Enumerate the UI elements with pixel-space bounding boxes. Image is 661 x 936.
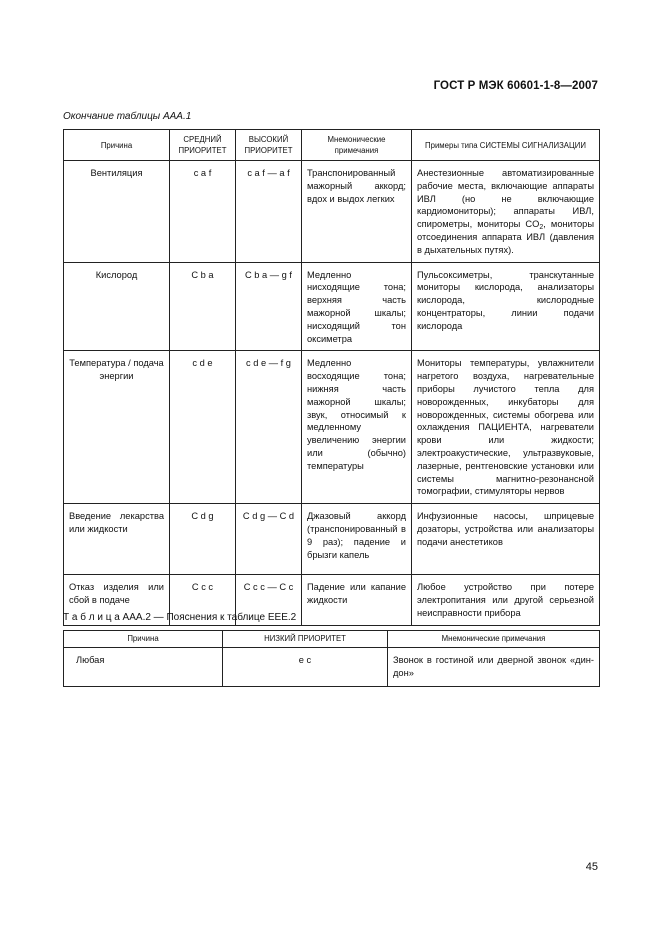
document-header: ГОСТ Р МЭК 60601-1-8—2007	[433, 80, 598, 92]
table1-header-row	[64, 130, 600, 161]
col-header-cause: Причина	[64, 130, 170, 161]
table-row	[64, 648, 600, 687]
cell-examples: Любое устройство при потере электропитания или другой серьезной неисправности прибора	[412, 575, 600, 625]
col-header-medium-priority: СРЕДНИЙ ПРИОРИТЕТ	[170, 130, 236, 161]
table-row	[64, 262, 600, 351]
cell-low-priority: e c	[223, 648, 388, 687]
col-header-mnemonic-notes: Мнемонические примечания	[388, 631, 600, 648]
table-row	[64, 161, 600, 263]
table2-header-row	[64, 631, 600, 648]
cell-medium-priority: C c c	[170, 575, 236, 625]
cell-examples: Инфузионные насосы, шприцевые дозаторы, устройства или анализаторы подачи анестетиков	[412, 504, 600, 575]
table2-caption: Т а б л и ц а ААА.2 — Пояснения к таблице ЕЕЕ.2	[63, 612, 297, 623]
col-header-low-priority: НИЗКИЙ ПРИОРИТЕТ	[223, 631, 388, 648]
col-header-mnemonic-notes: Мнемонические примечания	[302, 130, 412, 161]
cell-cause: Любая	[64, 648, 223, 687]
cell-cause: Вентиляция	[64, 161, 170, 263]
cell-examples: Мониторы температуры, увлажнители нагретого воздуха, нагревательные приборы лучистого тепла для новорожденных, инкубаторы для новорожденных, системы обогрева или охлаждения ПАЦИЕНТА, нагреватели крови или жидкости; электроакустические, ультразвуковые, лазерные, рентгеновские установки или системы магнитно-резонансной томографии, стимуляторы нервов	[412, 351, 600, 504]
cell-high-priority: C d g — C d	[236, 504, 302, 575]
cell-examples	[412, 161, 600, 263]
cell-high-priority: C b a — g f	[236, 262, 302, 351]
table-aaa1	[63, 129, 600, 626]
cell-cause: Кислород	[64, 262, 170, 351]
cell-notes: Транспонированный мажорный аккорд; вдох и выдох легких	[302, 161, 412, 263]
page-number: 45	[585, 861, 598, 873]
col-header-high-priority: ВЫСОКИЙ ПРИОРИТЕТ	[236, 130, 302, 161]
cell-medium-priority: C d g	[170, 504, 236, 575]
table1-caption: Окончание таблицы ААА.1	[63, 111, 192, 122]
cell-cause: Отказ изделия или сбой в подаче	[64, 575, 170, 625]
cell-notes: Падение или капание жидкости	[302, 575, 412, 625]
cell-cause: Введение лекарства или жидкости	[64, 504, 170, 575]
col-header-cause: Причина	[64, 631, 223, 648]
cell-notes: Медленно восходящие тона; нижняя часть мажорной шкалы; звук, относимый к медленному увеличению энергии или (обычно) температуры	[302, 351, 412, 504]
cell-medium-priority: c d e	[170, 351, 236, 504]
examples-text-b: , мониторы отсоединения аппарата ИВЛ (давления в дыхательных путях).	[417, 219, 595, 255]
cell-notes: Звонок в гостиной или дверной звонок «дин-дон»	[388, 648, 600, 687]
cell-examples: Пульсоксиметры, транскутанные мониторы кислорода, анализаторы кислорода, кислородные концентраторы, линии подачи кислорода	[412, 262, 600, 351]
cell-medium-priority: c a f	[170, 161, 236, 263]
cell-high-priority: c d e — f g	[236, 351, 302, 504]
table-row	[64, 351, 600, 504]
cell-high-priority: C c c — C c	[236, 575, 302, 625]
cell-medium-priority: C b a	[170, 262, 236, 351]
cell-cause: Температура / подача энергии	[64, 351, 170, 504]
col-header-examples: Примеры типа СИСТЕМЫ СИГНАЛИЗАЦИИ	[412, 130, 600, 161]
table-aaa2	[63, 630, 600, 687]
cell-notes: Медленно нисходящие тона; верхняя часть мажорной шкалы; нисходящий тон оксиметра	[302, 262, 412, 351]
cell-high-priority: c a f — a f	[236, 161, 302, 263]
examples-text-a: Анестезионные автоматизированные рабочие места, включающие аппараты ИВЛ (но не включающие кардиомониторы); аппараты ИВЛ, спирометры, мониторы CO	[417, 168, 594, 230]
table-row	[64, 504, 600, 575]
subscript-2: 2	[539, 224, 544, 232]
cell-notes: Джазовый аккорд (транспонированный в 9 раз); падение и брызги капель	[302, 504, 412, 575]
